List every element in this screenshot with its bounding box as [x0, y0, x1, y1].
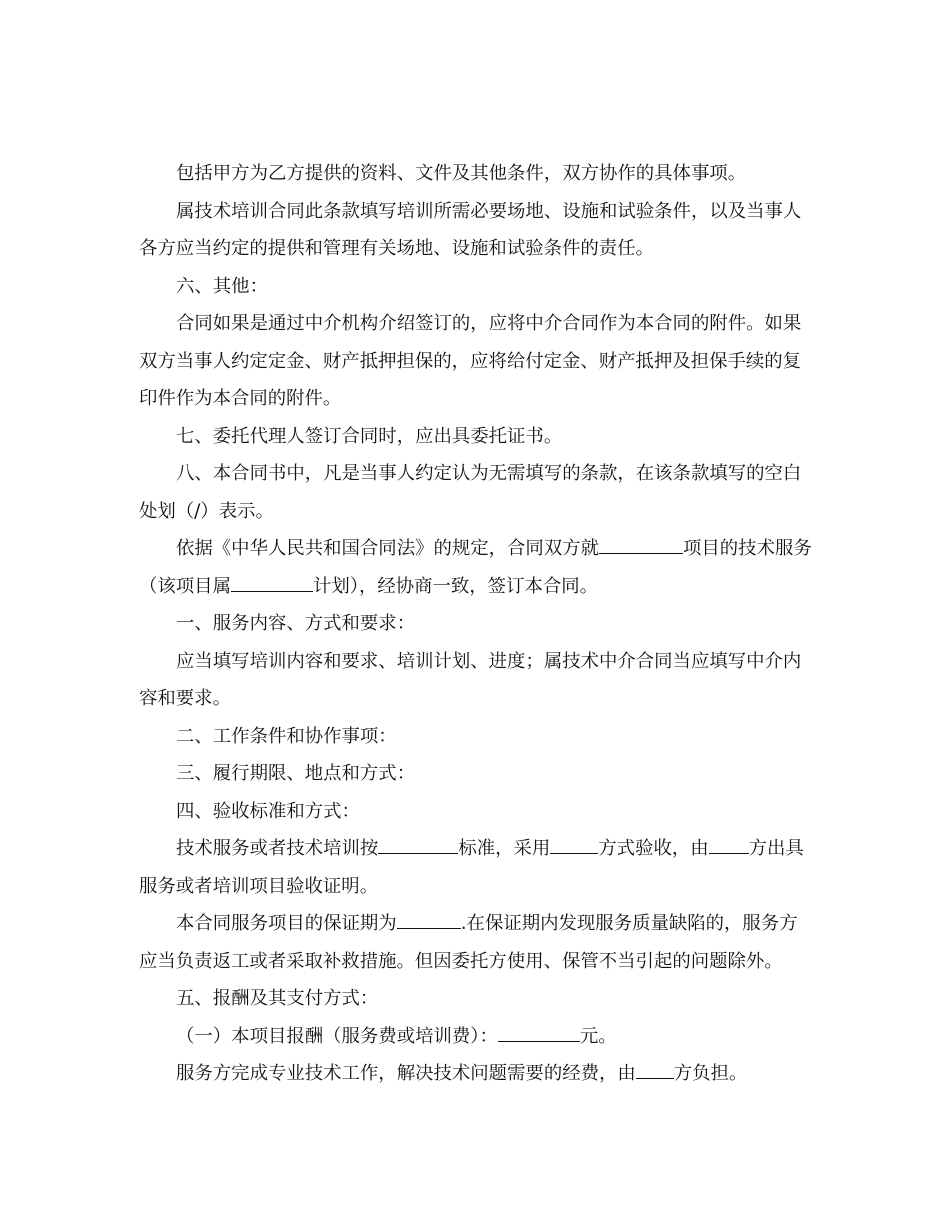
document-body	[139, 155, 813, 1093]
heading-payment: 五、报酬及其支付方式：	[176, 988, 379, 1009]
standard-blank[interactable]	[378, 835, 458, 854]
fee-text-2: 元。	[579, 1025, 617, 1047]
plan-name-blank[interactable]	[231, 573, 313, 592]
basis-text-2: 项目的技术服务（该项目属	[139, 538, 812, 597]
expense-party-blank[interactable]	[636, 1060, 674, 1079]
heading-performance: 三、履行期限、地点和方式：	[176, 763, 416, 784]
fee-text-1: （一）本项目报酬（服务费或培训费）：	[176, 1025, 498, 1047]
heading-service-content: 一、服务内容、方式和要求：	[176, 613, 416, 634]
basis-text-3: 计划），经协商一致，签订本合同。	[312, 575, 599, 597]
basis-text-1: 依据《中华人民共和国合同法》的规定，合同双方就	[176, 538, 599, 559]
paragraph-cooperation: 包括甲方为乙方提供的资料、文件及其他条件，双方协作的具体事项。	[176, 163, 747, 184]
paragraph-fee	[139, 1018, 813, 1056]
paragraph-blank-marking: 八、本合同书中，凡是当事人约定认为无需填写的条款，在该条款填写的空白处划（/）表示。	[139, 463, 802, 522]
warranty-period-blank[interactable]	[397, 910, 461, 929]
paragraph-agent: 七、委托代理人签订合同时，应出具委托证书。	[176, 425, 563, 447]
acceptance-text-2: 标准，采用	[458, 838, 551, 859]
paragraph-expense	[139, 1055, 813, 1093]
warranty-text-2: .在保证期内发现服务质量缺陷的，服务方应当负责返工或者采取补救措施。但因委托方使用、保管不当引起的问题除外。	[139, 913, 798, 972]
paragraph-training-venue: 属技术培训合同此条款填写培训所需必要场地、设施和试验条件，以及当事人各方应当约定的提供和管理有关场地、设施和试验条件的责任。	[139, 200, 802, 259]
heading-other: 六、其他：	[176, 275, 268, 297]
paragraph-intermediary: 合同如果是通过中介机构介绍签订的，应将中介合同作为本合同的附件。如果双方当事人约定定金、财产抵押担保的，应将给付定金、财产抵押及担保手续的复印件作为本合同的附件。	[139, 313, 802, 409]
fee-amount-blank[interactable]	[498, 1023, 580, 1042]
paragraph-service-content: 应当填写培训内容和要求、培训计划、进度；属技术中介合同当应填写中介内容和要求。	[139, 650, 802, 709]
paragraph-acceptance	[139, 830, 813, 905]
expense-text-2: 方负担。	[673, 1063, 748, 1084]
party-blank[interactable]	[709, 835, 749, 854]
paragraph-warranty	[139, 905, 813, 980]
project-name-blank[interactable]	[599, 535, 683, 554]
method-blank[interactable]	[550, 835, 598, 854]
heading-work-conditions: 二、工作条件和协作事项：	[176, 725, 397, 747]
expense-text-1: 服务方完成专业技术工作，解决技术问题需要的经费，由	[176, 1063, 636, 1084]
acceptance-text-1: 技术服务或者技术培训按	[176, 838, 379, 859]
acceptance-text-3: 方式验收，由	[598, 838, 709, 859]
heading-acceptance: 四、验收标准和方式：	[176, 800, 360, 822]
warranty-text-1: 本合同服务项目的保证期为	[176, 913, 397, 934]
acceptance-text-4: 方出具服务或者培训项目验收证明。	[139, 838, 804, 897]
paragraph-contract-basis	[139, 530, 813, 605]
